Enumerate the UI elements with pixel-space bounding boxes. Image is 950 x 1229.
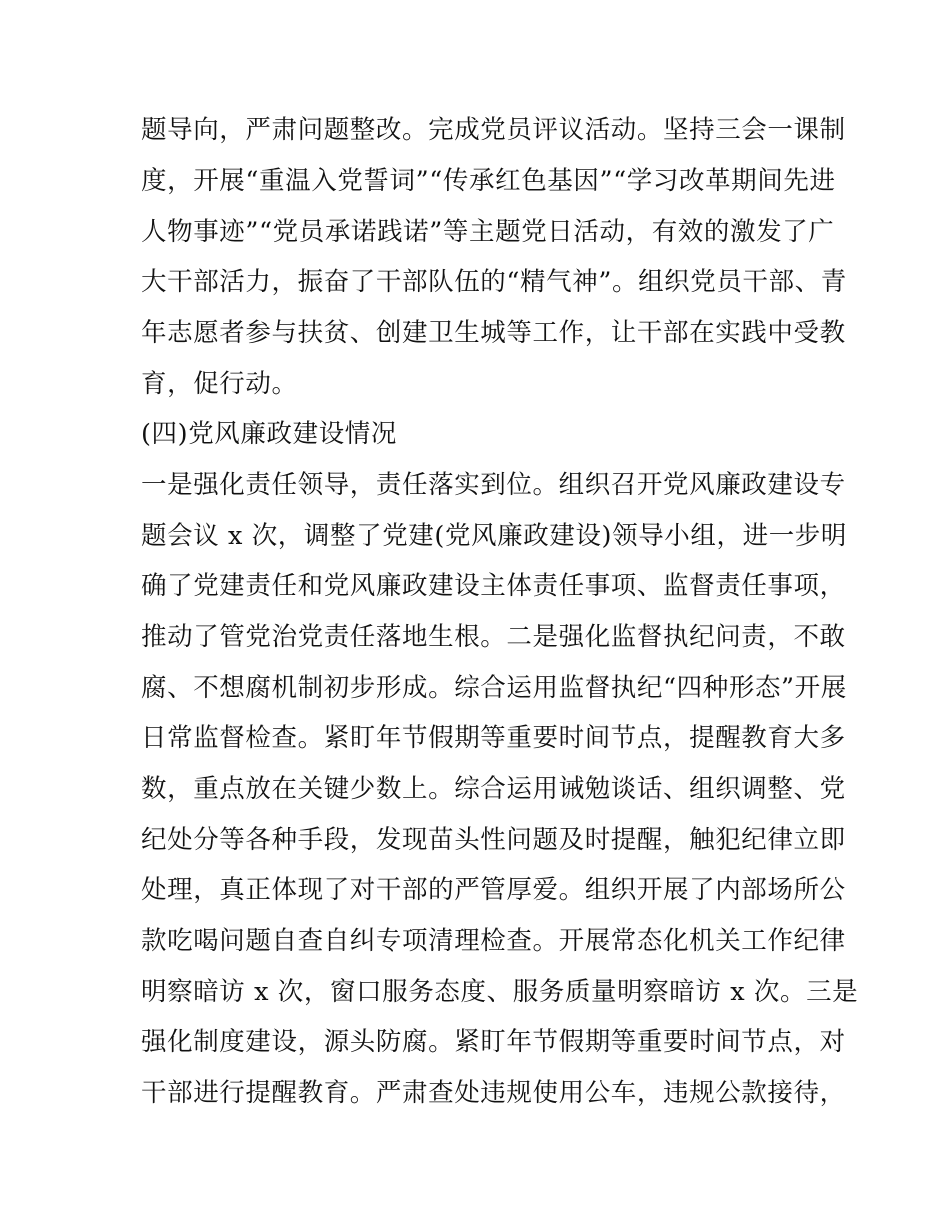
paragraph-line: 日常监督检查。紧盯年节假期等重要时间节点，提醒教育大多 xyxy=(141,723,846,753)
paragraph-line: 处理，真正体现了对干部的严管厚爱。组织开展了内部场所公 xyxy=(141,875,846,905)
paragraph-line: 强化制度建设，源头防腐。紧盯年节假期等重要时间节点，对 xyxy=(141,1027,846,1057)
paragraph-line: 年志愿者参与扶贫、创建卫生城等工作，让干部在实践中受教 xyxy=(141,318,846,348)
paragraph-line: 确了党建责任和党风廉政建设主体责任事项、监督责任事项， xyxy=(141,571,846,601)
paragraph-line: 款吃喝问题自查自纠专项清理检查。开展常态化机关工作纪律 xyxy=(141,926,846,956)
paragraph-line: 度，开展“重温入党誓词”“传承红色基因”“学习改革期间先进 xyxy=(141,166,836,196)
paragraph-line: 腐、不想腐机制初步形成。综合运用监督执纪“四种形态”开展 xyxy=(141,673,847,703)
paragraph-line: 育，促行动。 xyxy=(141,369,298,399)
paragraph-line: 大干部活力，振奋了干部队伍的“精气神”。组织党员干部、青 xyxy=(141,267,847,297)
paragraph-line: 一是强化责任领导，责任落实到位。组织召开党风廉政建设专 xyxy=(141,470,846,500)
paragraph-line: 纪处分等各种手段，发现苗头性问题及时提醒，触犯纪律立即 xyxy=(141,825,846,855)
paragraph-line: 明察暗访 x 次，窗口服务态度、服务质量明察暗访 x 次。三是 xyxy=(141,977,859,1007)
paragraph-line: 人物事迹”“党员承诺践诺”等主题党日活动，有效的激发了广 xyxy=(141,217,835,247)
paragraph-line: 题导向，严肃问题整改。完成党员评议活动。坚持三会一课制 xyxy=(141,115,846,145)
section-heading: (四)党风廉政建设情况 xyxy=(141,419,397,449)
paragraph-line: 推动了管党治党责任落地生根。二是强化监督执纪问责，不敢 xyxy=(141,622,846,652)
paragraph-line: 干部进行提醒教育。严肃查处违规使用公车，违规公款接待， xyxy=(141,1078,846,1108)
paragraph-line: 数，重点放在关键少数上。综合运用诫勉谈话、组织调整、党 xyxy=(141,774,846,804)
paragraph-line: 题会议 x 次，调整了党建(党风廉政建设)领导小组，进一步明 xyxy=(141,521,847,551)
